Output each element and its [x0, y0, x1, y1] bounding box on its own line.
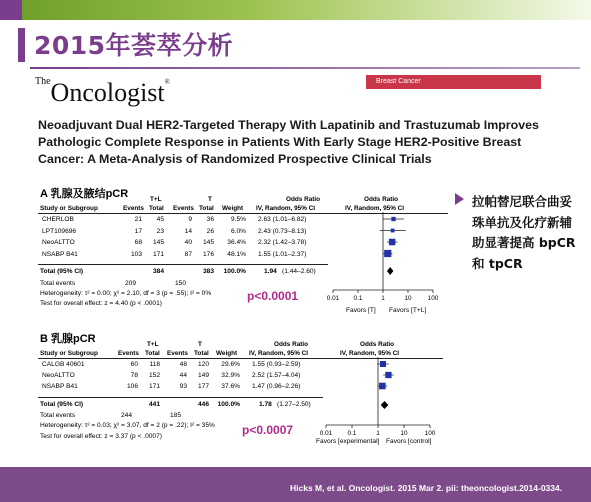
panel-a-favors-right: Favors [T+L] [389, 307, 427, 314]
panel-b-row-ci: 1.55 (0.93–2.59) [252, 361, 301, 368]
panel-b-row-e1: 106 [126, 383, 138, 390]
panel-a-row-e1: 17 [134, 227, 142, 235]
panel-b-row-t2: 177 [197, 383, 209, 390]
panel-a-row-e2: 87 [184, 250, 192, 258]
panel-a-total-label: Total (95% CI) [40, 268, 84, 275]
panel-a-or-header: Odds Ratio [286, 196, 321, 203]
panel-a-total-or: 1.94 [264, 268, 277, 275]
panel-a-col-weight: Weight [222, 205, 244, 212]
panel-b-row-ci: 1.47 (0.96–2.26) [252, 383, 301, 390]
panel-a-row-e1: 68 [134, 239, 142, 246]
panel-a-or-plot-header: Odds Ratio [364, 196, 399, 203]
panel-b-col-events2: Events [167, 350, 188, 357]
panel-b-row-e2: 44 [179, 372, 187, 379]
panel-a-col-events1: Events [123, 205, 144, 212]
panel-a-total-ci: (1.44–2.60) [282, 268, 316, 275]
panel-a-events2: 150 [174, 280, 186, 287]
panel-b-tick-label: 10 [400, 430, 408, 437]
panel-a-total-diamond [387, 267, 393, 275]
panel-b-row-ci: 2.52 (1.57–4.04) [252, 372, 301, 379]
panel-b-row-t1: 152 [148, 372, 160, 379]
panel-a-row-e2: 40 [184, 239, 192, 246]
panel-a-row-ci: 2.32 (1.42–3.78) [258, 239, 307, 246]
slide-title: 2015年荟萃分析 [34, 31, 234, 60]
panel-a-row-e2: 9 [188, 216, 192, 223]
panel-b-row-e1: 78 [130, 372, 138, 379]
paper-title: Neoadjuvant Dual HER2-Targeted Therapy With Lapatinib and Trastuzumab Improves Pathologic Complete Response in Patients With Early Stage HER2-Positive Breast Cancer: A Meta-Analysis of Randomized Prospective Clinical Trials [38, 118, 539, 166]
panel-b-col-ci-plot: IV, Random, 95% CI [340, 350, 400, 357]
panel-a-tick-label: 1 [381, 295, 385, 302]
panel-b-row-w: 37.6% [221, 383, 240, 390]
section-tag: Breast Cancer [366, 75, 541, 88]
panel-a-row-t2: 26 [206, 227, 214, 235]
logo-name: Oncologist [50, 78, 165, 107]
panel-b-study-marker [379, 383, 386, 390]
panel-a-row-t2: 176 [202, 250, 214, 258]
panel-a-favors-left: Favors [T] [346, 307, 376, 314]
panel-a-col-ci: IV, Random, 95% CI [256, 205, 316, 212]
panel-b-total-diamond [381, 401, 389, 409]
panel-b-row-e2: 93 [179, 383, 187, 390]
panel-a-row-t1: 23 [156, 227, 164, 235]
panel-b-row-t2: 120 [197, 361, 209, 368]
journal-logo [35, 78, 170, 108]
panel-a-row-t1: 171 [152, 250, 164, 258]
panel-a-row-study: NeoALTTO [42, 239, 75, 246]
title-accent-bar [18, 28, 25, 62]
panel-b-row-t1: 118 [149, 361, 160, 368]
panel-b-total-label: Total (95% CI) [40, 401, 84, 408]
panel-a-tick-label: 100 [427, 295, 439, 302]
panel-b-favors-left: Favors [experimental] [316, 438, 380, 445]
panel-a-row-w: 48.1% [227, 250, 246, 258]
panel-b-favors-right: Favors [control] [386, 438, 432, 445]
panel-b-tick-label: 0.01 [319, 430, 333, 437]
panel-a-tick-label: 10 [404, 295, 412, 302]
panel-b-row-w: 32.9% [221, 372, 240, 379]
panel-b-or-plot-header: Odds Ratio [360, 341, 395, 348]
panel-a-overall-effect: Test for overall effect: z = 4.40 (p < .0001) [40, 300, 162, 307]
panel-b-label: B 乳腺pCR [40, 333, 96, 345]
panel-a-col-total2: Total [199, 205, 214, 212]
panel-b-total-ci: (1.27–2.50) [277, 401, 311, 408]
panel-a-col-study: Study or Subgroup [40, 205, 98, 212]
logo-the: The [35, 76, 51, 87]
panel-a-study-marker [391, 229, 395, 233]
panel-b-col-ci: IV, Random, 95% CI [249, 350, 309, 357]
panel-a-col-events2: Events [173, 205, 194, 212]
panel-a-row-t2: 145 [202, 239, 214, 246]
bullet-text: 拉帕替尼联合曲妥珠单抗及化疗新辅助显著提高 bpCR 和 tpCR [472, 194, 576, 271]
top-banner-accent [0, 0, 22, 20]
panel-a-row-e1: 103 [130, 250, 142, 258]
panel-a-tick-label: 0.1 [353, 295, 363, 302]
panel-a-study-marker [391, 217, 395, 221]
panel-a-heterogeneity: Heterogeneity: τ² = 0.00; χ² = 2.10, df = 3 (p = .55); I² = 0% [40, 290, 212, 297]
panel-b-tick-label: 0.1 [347, 430, 357, 437]
panel-b-col-study: Study or Subgroup [40, 350, 98, 357]
panel-a-row-t1: 145 [152, 239, 164, 246]
panel-b-col-total2: Total [194, 350, 209, 357]
panel-a-group2: T [208, 196, 212, 203]
panel-a-row-study: LPT109696 [42, 227, 77, 235]
panel-b-row-w: 29.6% [221, 361, 240, 368]
panel-a-tick-label: 0.01 [326, 295, 340, 302]
panel-a-group1: T+L [150, 196, 162, 203]
panel-b-pvalue: p<0.0007 [242, 423, 294, 437]
panel-b-row-study: NeoALTTO [42, 372, 75, 379]
panel-a-row-e2: 14 [184, 227, 192, 235]
panel-b-col-weight: Weight [216, 350, 238, 357]
panel-b-col-total1: Total [145, 350, 160, 357]
panel-b-tick-label: 1 [376, 430, 380, 437]
section-rule [366, 88, 541, 89]
panel-a-forest-plot [325, 210, 445, 320]
panel-b-study-marker [380, 361, 386, 367]
panel-b-total-weight: 100.0% [217, 401, 240, 408]
panel-b-row-t1: 171 [148, 383, 160, 390]
panel-a-label: A 乳腺及腋结pCR [40, 188, 129, 200]
panel-b-total-t1: 441 [148, 401, 160, 408]
panel-b-row-study: CALGB 40601 [42, 361, 85, 368]
citation: Hicks M, et al. Oncologist. 2015 Mar 2. pii: theoncologist.2014-0334. [290, 483, 563, 493]
panel-a-row-study: CHERLOB [42, 216, 74, 223]
panel-a-events-label: Total events [40, 280, 76, 287]
panel-b-group1: T+L [147, 341, 159, 348]
panel-b-study-marker [385, 372, 391, 378]
panel-a-row-w: 36.4% [227, 239, 246, 246]
panel-b-row-e1: 60 [130, 361, 138, 368]
panel-a-rows-rule [38, 264, 328, 265]
panel-a-events1: 209 [124, 280, 136, 287]
panel-b-group2: T [198, 341, 202, 348]
panel-b-col-events1: Events [118, 350, 139, 357]
panel-b-row-t2: 149 [197, 372, 209, 379]
panel-a-pvalue: p<0.0001 [247, 289, 299, 303]
logo-registered: ® [164, 78, 170, 86]
top-banner [18, 0, 591, 20]
panel-b-row-study: NSABP B41 [42, 383, 78, 390]
panel-a-row-ci: 2.43 (0.73–8.13) [258, 227, 307, 235]
title-underline [30, 67, 580, 69]
panel-b-events2: 185 [169, 412, 181, 419]
panel-a-row-ci: 2.63 (1.01–6.82) [258, 216, 307, 223]
panel-a-row-ci: 1.55 (1.01–2.37) [258, 250, 307, 258]
panel-a-row-t1: 45 [156, 216, 164, 223]
panel-a-col-total1: Total [149, 205, 164, 212]
panel-a-row-w: 6.0% [230, 227, 246, 235]
bullet-arrow-icon [455, 193, 464, 205]
panel-a-row-t2: 36 [206, 216, 214, 223]
panel-a-study-marker [384, 250, 391, 257]
panel-b-overall-effect: Test for overall effect: z = 3.37 (p < .0007) [40, 433, 162, 440]
panel-b-row-e2: 48 [179, 361, 187, 368]
panel-b-total-or: 1.78 [259, 401, 272, 408]
panel-b-rows-rule [38, 397, 323, 398]
panel-a-study-marker [389, 239, 396, 246]
panel-b-tick-label: 100 [424, 430, 436, 437]
panel-b-heterogeneity: Heterogeneity: τ² = 0.03; χ² = 3.07, df = 2 (p = .22); I² = 35% [40, 422, 215, 429]
panel-a-total-t1: 384 [152, 268, 164, 275]
panel-a-row-e1: 21 [134, 216, 142, 223]
panel-b-events-label: Total events [40, 412, 76, 419]
panel-b-events1: 244 [120, 412, 132, 419]
panel-b-total-t2: 446 [197, 401, 209, 408]
panel-a-total-weight: 100.0% [223, 268, 246, 275]
panel-a-total-t2: 383 [202, 268, 214, 275]
panel-a-row-w: 9.5% [230, 216, 246, 223]
panel-b-or-header: Odds Ratio [274, 341, 309, 348]
panel-a-row-study: NSABP B41 [42, 250, 78, 258]
panel-a-col-ci-plot: IV, Random, 95% CI [345, 205, 405, 212]
